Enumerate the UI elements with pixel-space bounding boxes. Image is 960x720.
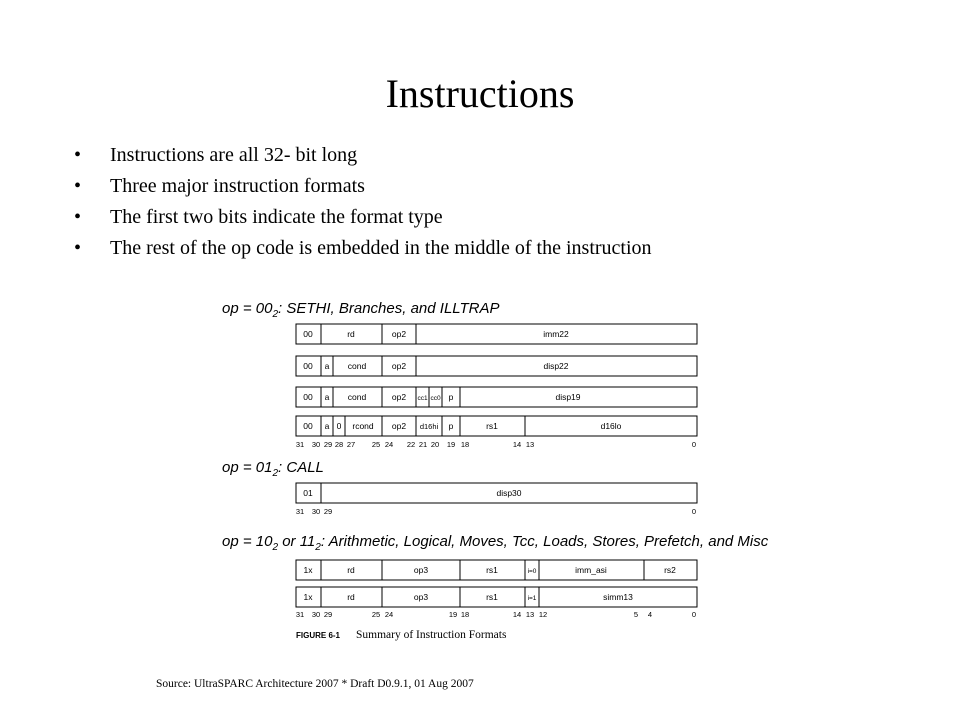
svg-text:20: 20	[430, 440, 440, 449]
svg-text:22: 22	[406, 440, 416, 449]
svg-text:28: 28	[334, 440, 344, 449]
svg-text:25: 25	[371, 610, 381, 619]
field-disp30: disp30	[496, 488, 522, 498]
svg-text:24: 24	[384, 610, 394, 619]
field-op: 1x	[303, 592, 313, 602]
bullet-glyph: •	[74, 175, 82, 197]
svg-text:30: 30	[311, 507, 321, 516]
svg-text:29: 29	[323, 440, 333, 449]
bullet-text: The rest of the op code is embedded in the middle of the instruction	[110, 237, 652, 259]
bullet-text: Instructions are all 32- bit long	[110, 144, 358, 166]
svg-text:0: 0	[691, 610, 697, 619]
field-cond: cond	[347, 361, 367, 371]
field-op: 00	[303, 329, 313, 339]
field-rd: rd	[347, 592, 355, 602]
field-p: p	[448, 421, 454, 431]
field-rd: rd	[347, 565, 355, 575]
field-rs2: rs2	[664, 565, 676, 575]
svg-text:25: 25	[371, 440, 381, 449]
field-a: a	[324, 361, 330, 371]
bit-position-labels	[296, 507, 696, 516]
bullet-text: Three major instruction formats	[110, 175, 365, 197]
svg-text:18: 18	[460, 440, 470, 449]
field-op2: op2	[391, 361, 407, 371]
figure-caption-text: Summary of Instruction Formats	[356, 629, 507, 641]
field-disp22: disp22	[543, 361, 569, 371]
field-cc0: cc0	[430, 395, 441, 402]
field-imm-asi: imm_asi	[575, 565, 607, 575]
svg-text:4: 4	[647, 610, 653, 619]
field-imm22: imm22	[543, 329, 569, 339]
svg-text:0: 0	[691, 440, 697, 449]
bullet-text: The first two bits indicate the format type	[110, 206, 443, 228]
field-cc1: cc1	[417, 395, 428, 402]
figure-caption-label: FIGURE 6-1	[296, 631, 341, 640]
svg-text:13: 13	[525, 610, 535, 619]
svg-text:31: 31	[295, 440, 305, 449]
bullet-glyph: •	[74, 144, 82, 166]
bit-position-labels	[296, 440, 696, 449]
source-note: Source: UltraSPARC Architecture 2007 * Draft D0.9.1, 01 Aug 2007	[156, 678, 474, 690]
svg-text:29: 29	[323, 610, 333, 619]
op10-heading: op = $10_2$ or $11_2$: Arithmetic, Logical, Moves, Tcc, Loads, Stores, Prefetch, and Misc	[222, 533, 769, 553]
svg-text:5: 5	[633, 610, 639, 619]
field-op: 00	[303, 361, 313, 371]
field-disp19: disp19	[555, 392, 581, 402]
field-rs1: rs1	[486, 592, 498, 602]
bullet-glyph: •	[74, 237, 82, 259]
field-op: 00	[303, 421, 313, 431]
svg-text:0: 0	[691, 507, 697, 516]
field-op: 00	[303, 392, 313, 402]
field-d16lo: d16lo	[600, 421, 622, 431]
svg-text:30: 30	[311, 440, 321, 449]
field-zero: 0	[336, 421, 342, 431]
field-a: a	[324, 421, 330, 431]
svg-text:31: 31	[295, 610, 305, 619]
svg-text:14: 14	[512, 610, 522, 619]
svg-text:30: 30	[311, 610, 321, 619]
field-op3: op3	[413, 592, 429, 602]
field-op2: op2	[391, 329, 407, 339]
field-rd: rd	[347, 329, 355, 339]
svg-text:31: 31	[295, 507, 305, 516]
field-op2: op2	[391, 392, 407, 402]
field-op3: op3	[413, 565, 429, 575]
field-i0: i=0	[527, 568, 537, 575]
svg-text:21: 21	[418, 440, 428, 449]
bullet-glyph: •	[74, 206, 82, 228]
svg-text:24: 24	[384, 440, 394, 449]
field-rcond: rcond	[352, 421, 374, 431]
field-op: 1x	[303, 565, 313, 575]
field-cond: cond	[347, 392, 367, 402]
field-simm13: simm13	[603, 592, 633, 602]
field-p: p	[448, 392, 454, 402]
field-i1: i=1	[527, 595, 537, 602]
slide-title: Instructions	[385, 71, 575, 116]
svg-text:14: 14	[512, 440, 522, 449]
field-d16hi: d16hi	[419, 422, 439, 431]
svg-text:13: 13	[525, 440, 535, 449]
svg-text:19: 19	[448, 610, 458, 619]
format-row	[296, 324, 697, 344]
field-op2: op2	[391, 421, 407, 431]
field-rs1: rs1	[486, 565, 498, 575]
bit-position-labels	[296, 610, 696, 619]
svg-text:18: 18	[460, 610, 470, 619]
svg-text:12: 12	[538, 610, 548, 619]
svg-text:29: 29	[323, 507, 333, 516]
svg-text:27: 27	[346, 440, 356, 449]
op00-heading: op = $00_2$: SETHI, Branches, and ILLTRAP	[222, 300, 500, 320]
field-a: a	[324, 392, 330, 402]
field-rs1: rs1	[486, 421, 498, 431]
op01-heading: op = $01_2$: CALL	[222, 459, 324, 479]
svg-text:19: 19	[446, 440, 456, 449]
field-op: 01	[303, 488, 313, 498]
